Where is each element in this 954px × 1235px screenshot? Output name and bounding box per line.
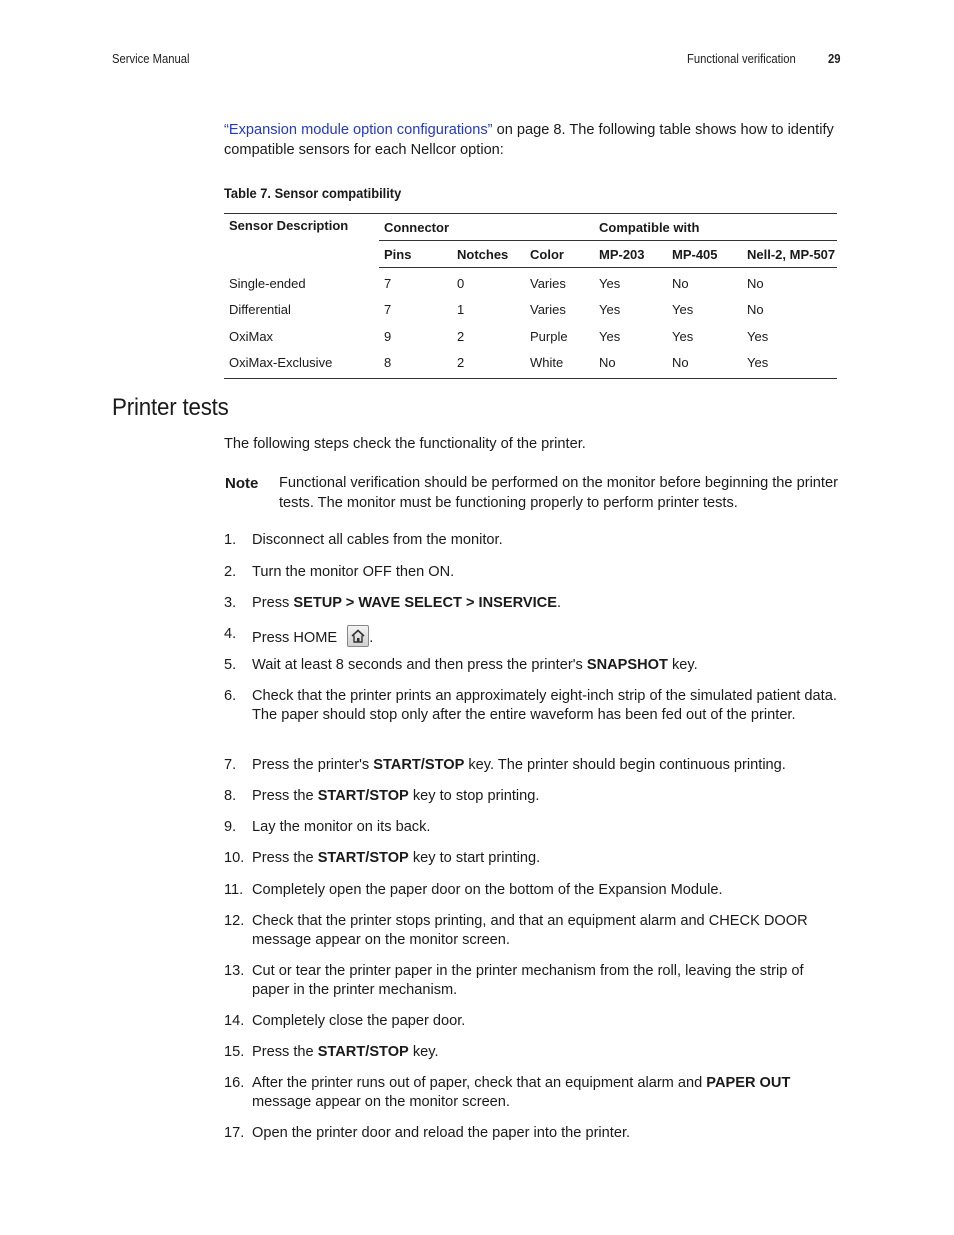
step-text bbox=[252, 912, 842, 950]
step-key-name: PAPER OUT bbox=[706, 1075, 791, 1091]
table-cell: OxiMax bbox=[229, 328, 274, 344]
step-text bbox=[252, 687, 842, 725]
step-text-part: message appear on the monitor screen. bbox=[252, 1094, 510, 1110]
step-text-part: Disconnect all cables from the monitor. bbox=[252, 532, 503, 548]
table-body bbox=[224, 268, 837, 379]
cross-reference-link[interactable]: “Expansion module option configurations” bbox=[224, 122, 493, 138]
table-row bbox=[224, 323, 837, 350]
header-sensor-description: Sensor Description bbox=[224, 214, 379, 268]
table-cell: 9 bbox=[384, 328, 392, 344]
step-text bbox=[252, 818, 842, 837]
step-number: 3. bbox=[224, 595, 237, 611]
step-text bbox=[252, 594, 842, 613]
step-text-part: Lay the monitor on its back. bbox=[252, 819, 431, 835]
sub-header-mp-203: MP-203 bbox=[594, 241, 667, 268]
table-cell: 1 bbox=[457, 302, 465, 318]
step-key-name: START/STOP bbox=[317, 788, 409, 804]
step-text-part: Open the printer door and reload the paper into the printer. bbox=[252, 1125, 631, 1141]
step-number: 4. bbox=[224, 626, 237, 642]
table-cell: OxiMax-Exclusive bbox=[224, 350, 379, 379]
header-compatible-with: Compatible with bbox=[594, 214, 837, 241]
step-text-part: Completely open the paper door on the bottom of the Expansion Module. bbox=[252, 882, 723, 898]
step-text-part: Check that the printer prints an approximately eight-inch strip of the simulated patient data. The paper should stop only after the entire waveform has been fed out of the printer. bbox=[252, 688, 837, 723]
table-cell: Purple bbox=[530, 328, 568, 344]
step-text-part: Press bbox=[252, 595, 294, 611]
step-number: 17. bbox=[224, 1125, 245, 1141]
table-cell: Single-ended bbox=[229, 275, 306, 291]
step-text-part: key. bbox=[667, 657, 698, 673]
step-number: 13. bbox=[224, 963, 245, 979]
section-title: Printer tests bbox=[112, 394, 229, 421]
header-chapter-title: Functional verification bbox=[687, 52, 796, 66]
sub-header-nell-2-mp-507: Nell-2, MP-507 bbox=[742, 241, 837, 268]
table-cell: 2 bbox=[457, 328, 465, 344]
table-cell: White bbox=[525, 350, 594, 379]
table-cell: 8 bbox=[379, 350, 452, 379]
step-number: 2. bbox=[224, 564, 237, 580]
page-number: 29 bbox=[828, 52, 841, 66]
step-text-part: key. The printer should begin continuous printing. bbox=[464, 757, 786, 773]
step-text-part: Turn the monitor OFF then ON. bbox=[252, 564, 455, 580]
step-text bbox=[252, 1012, 842, 1031]
step-text bbox=[252, 881, 842, 900]
table-cell: Yes bbox=[599, 275, 621, 291]
step-text bbox=[252, 962, 842, 1000]
note-label: Note bbox=[225, 475, 259, 492]
table-cell: No bbox=[594, 350, 667, 379]
step-text bbox=[252, 1043, 842, 1062]
sub-header-mp-405: MP-405 bbox=[667, 241, 742, 268]
table-cell: Yes bbox=[599, 302, 621, 318]
table-cell: 2 bbox=[452, 350, 525, 379]
sub-header-color: Color bbox=[525, 241, 594, 268]
intro-paragraph bbox=[224, 121, 840, 160]
table-row bbox=[224, 268, 837, 297]
sensor-compatibility-table bbox=[224, 213, 837, 379]
section-intro: The following steps check the functionality of the printer. bbox=[224, 436, 586, 452]
table-cell: Yes bbox=[672, 302, 694, 318]
step-text bbox=[252, 756, 842, 775]
step-number: 16. bbox=[224, 1075, 245, 1091]
step-number: 15. bbox=[224, 1044, 245, 1060]
step-text-part: Press the printer's bbox=[252, 757, 374, 773]
step-text bbox=[252, 563, 842, 582]
table-cell: Yes bbox=[672, 328, 694, 344]
table-cell: 7 bbox=[384, 275, 392, 291]
step-text bbox=[252, 1124, 842, 1143]
step-number: 6. bbox=[224, 688, 237, 704]
step-text bbox=[252, 656, 842, 675]
step-text-part: key. bbox=[408, 1044, 439, 1060]
table-cell: Yes bbox=[742, 350, 837, 379]
sub-header-pins: Pins bbox=[379, 241, 452, 268]
table-cell: Differential bbox=[229, 302, 291, 318]
step-number: 14. bbox=[224, 1013, 245, 1029]
step-number: 12. bbox=[224, 913, 245, 929]
table-cell: Yes bbox=[599, 328, 621, 344]
table-cell: 0 bbox=[457, 275, 465, 291]
step-key-name: SNAPSHOT bbox=[586, 657, 668, 673]
table-cell: No bbox=[672, 275, 689, 291]
step-key-name: START/STOP bbox=[373, 757, 465, 773]
step-text-part: key to start printing. bbox=[408, 850, 541, 866]
table-row bbox=[224, 297, 837, 324]
step-text bbox=[252, 1074, 842, 1112]
step-text-part: Cut or tear the printer paper in the printer mechanism from the roll, leaving the strip of paper in the printer mechanism. bbox=[252, 963, 804, 998]
note-text: Functional verification should be performed on the monitor before beginning the printer tests. The monitor must be functioning properly to perform printer tests. bbox=[279, 475, 838, 511]
step-text bbox=[252, 849, 842, 868]
step-number: 9. bbox=[224, 819, 237, 835]
step-text-part: Press the bbox=[252, 788, 318, 804]
table-cell: Varies bbox=[530, 275, 566, 291]
step-text bbox=[252, 625, 842, 648]
step-number: 10. bbox=[224, 850, 245, 866]
home-icon bbox=[347, 625, 369, 647]
sub-header-notches: Notches bbox=[452, 241, 525, 268]
header-doc-title: Service Manual bbox=[112, 52, 190, 66]
step-key-name: START/STOP bbox=[317, 1044, 409, 1060]
table-group-header-row bbox=[224, 214, 837, 241]
table-cell: No bbox=[747, 302, 764, 318]
step-number: 1. bbox=[224, 532, 237, 548]
step-text-part: Check that the printer stops printing, and that an equipment alarm and CHECK DOOR message appear on the monitor screen. bbox=[252, 913, 808, 948]
step-number: 7. bbox=[224, 757, 237, 773]
step-text-part: Press HOME bbox=[252, 630, 342, 646]
table-cell: Varies bbox=[530, 302, 566, 318]
table-cell: Yes bbox=[747, 328, 769, 344]
step-text-part: . bbox=[369, 630, 374, 646]
header-connector: Connector bbox=[379, 214, 594, 241]
step-text-part: Press the bbox=[252, 850, 318, 866]
step-text-part: Completely close the paper door. bbox=[252, 1013, 466, 1029]
table-row bbox=[224, 350, 837, 379]
step-text-part: Wait at least 8 seconds and then press the printer's bbox=[252, 657, 587, 673]
table-cell: 7 bbox=[384, 302, 392, 318]
table-cell: No bbox=[667, 350, 742, 379]
step-number: 8. bbox=[224, 788, 237, 804]
step-text bbox=[252, 531, 842, 550]
step-text-part: Press the bbox=[252, 1044, 318, 1060]
step-key-name: SETUP > WAVE SELECT > INSERVICE bbox=[293, 595, 557, 611]
step-text-part: After the printer runs out of paper, check that an equipment alarm and bbox=[252, 1075, 707, 1091]
step-text bbox=[252, 787, 842, 806]
table-cell: No bbox=[747, 275, 764, 291]
step-text-part: . bbox=[556, 595, 561, 611]
step-text-part: key to stop printing. bbox=[408, 788, 540, 804]
step-key-name: START/STOP bbox=[317, 850, 409, 866]
step-number: 5. bbox=[224, 657, 237, 673]
table-caption: Table 7. Sensor compatibility bbox=[224, 185, 402, 201]
intro-text: on page 8. The following table shows how to identify compatible sensors for each Nellcor option: bbox=[224, 122, 834, 158]
step-number: 11. bbox=[224, 882, 244, 898]
